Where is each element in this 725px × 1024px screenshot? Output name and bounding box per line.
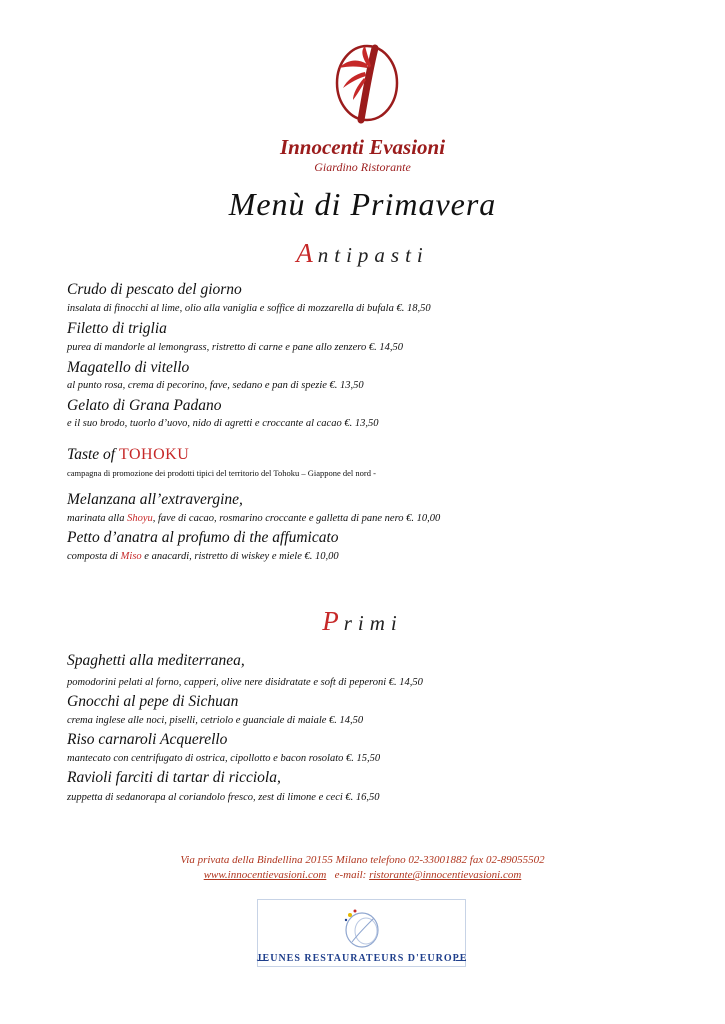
website-link[interactable]: www.innocentievasioni.com (203, 869, 327, 881)
desc-text: e anacardi, ristretto di wiskey e miele €. 10,00 (141, 551, 339, 562)
dish-name: Melanzana all’extravergine, (67, 491, 243, 508)
dish-name: Magatello di vitello (67, 359, 190, 376)
dish-description: mantecato con centrifugato di ostrica, cipollotto e bacon rosolato €. 15,50 (67, 753, 381, 764)
brand-name: Innocenti Evasioni (279, 135, 446, 159)
brand-subtitle: Giardino Ristorante (314, 160, 411, 174)
dish-description (67, 551, 339, 562)
desc-text: composta di (67, 551, 121, 562)
dish-description: purea di mandorle al lemongrass, ristretto di carne e pane allo zenzero €. 14,50 (67, 342, 403, 353)
email-label: e-mail: (334, 869, 367, 881)
shoyu-highlight: Shoyu (127, 513, 153, 524)
dish-name: Riso carnaroli Acquerello (67, 731, 228, 748)
jre-badge-text: JEUNES RESTAURATEURS D'EUROPE (256, 953, 468, 964)
section-initial: P (322, 606, 344, 636)
dish-name: Filetto di triglia (67, 320, 167, 337)
dish-description: pomodorini pelati al forno, capperi, olive nere disidratate e soft di peperoni €. 14,50 (67, 677, 423, 688)
footer-contacts (0, 869, 725, 881)
dish-description: zuppetta di sedanorapa al coriandolo fresco, zest di limone e ceci €. 16,50 (67, 792, 380, 803)
dish-name: Ravioli farciti di tartar di ricciola, (67, 769, 281, 786)
section-initial: A (296, 238, 318, 268)
desc-text: marinata alla (67, 513, 128, 524)
bamboo-oval-logo-icon (331, 42, 403, 124)
footer-address: Via privata della Bindellina 20155 Milano telefono 02-33001882 fax 02-89055502 (180, 854, 545, 866)
email-link[interactable]: ristorante@innocentievasioni.com (369, 869, 522, 881)
desc-text: , fave di cacao, rosmarino croccante e galletta di pane nero €. 10,00 (152, 513, 441, 524)
miso-highlight: Miso (120, 551, 142, 562)
dish-name: Gnocchi al pepe di Sichuan (67, 693, 239, 710)
taste-of-tohoku-heading (67, 446, 189, 464)
dish-name: Gelato di Grana Padano (67, 397, 222, 414)
dish-name: Crudo di pescato del giorno (67, 281, 242, 298)
campaign-note: campagna di promozione dei prodotti tipici del territorio del Tohoku – Giappone del nord - (67, 468, 376, 478)
dish-name: Spaghetti alla mediterranea, (67, 652, 245, 669)
dish-description: crema inglese alle noci, piselli, cetriolo e guanciale di maiale €. 14,50 (67, 715, 364, 726)
section-rest: ntipasti (317, 243, 429, 267)
dish-description: al punto rosa, crema di pecorino, fave, sedano e pan di spezie €. 13,50 (67, 380, 364, 391)
dish-name: Petto d’anatra al profumo di the affumicato (67, 529, 339, 546)
section-title-antipasti (0, 238, 725, 269)
dish-description: e il suo brodo, tuorlo d’uovo, nido di agretti e croccante al cacao €. 13,50 (67, 418, 379, 429)
tohoku-highlight: TOHOKU (118, 446, 190, 463)
dish-description (67, 513, 440, 524)
section-rest: rimi (343, 611, 403, 635)
taste-of-label: Taste of (67, 446, 116, 463)
menu-title: Menù di Primavera (228, 186, 497, 222)
dish-description: insalata di finocchi al lime, olio alla vaniglia e soffice di mozzarella di bufala €. 18,50 (67, 303, 431, 314)
section-title-primi (0, 606, 725, 637)
